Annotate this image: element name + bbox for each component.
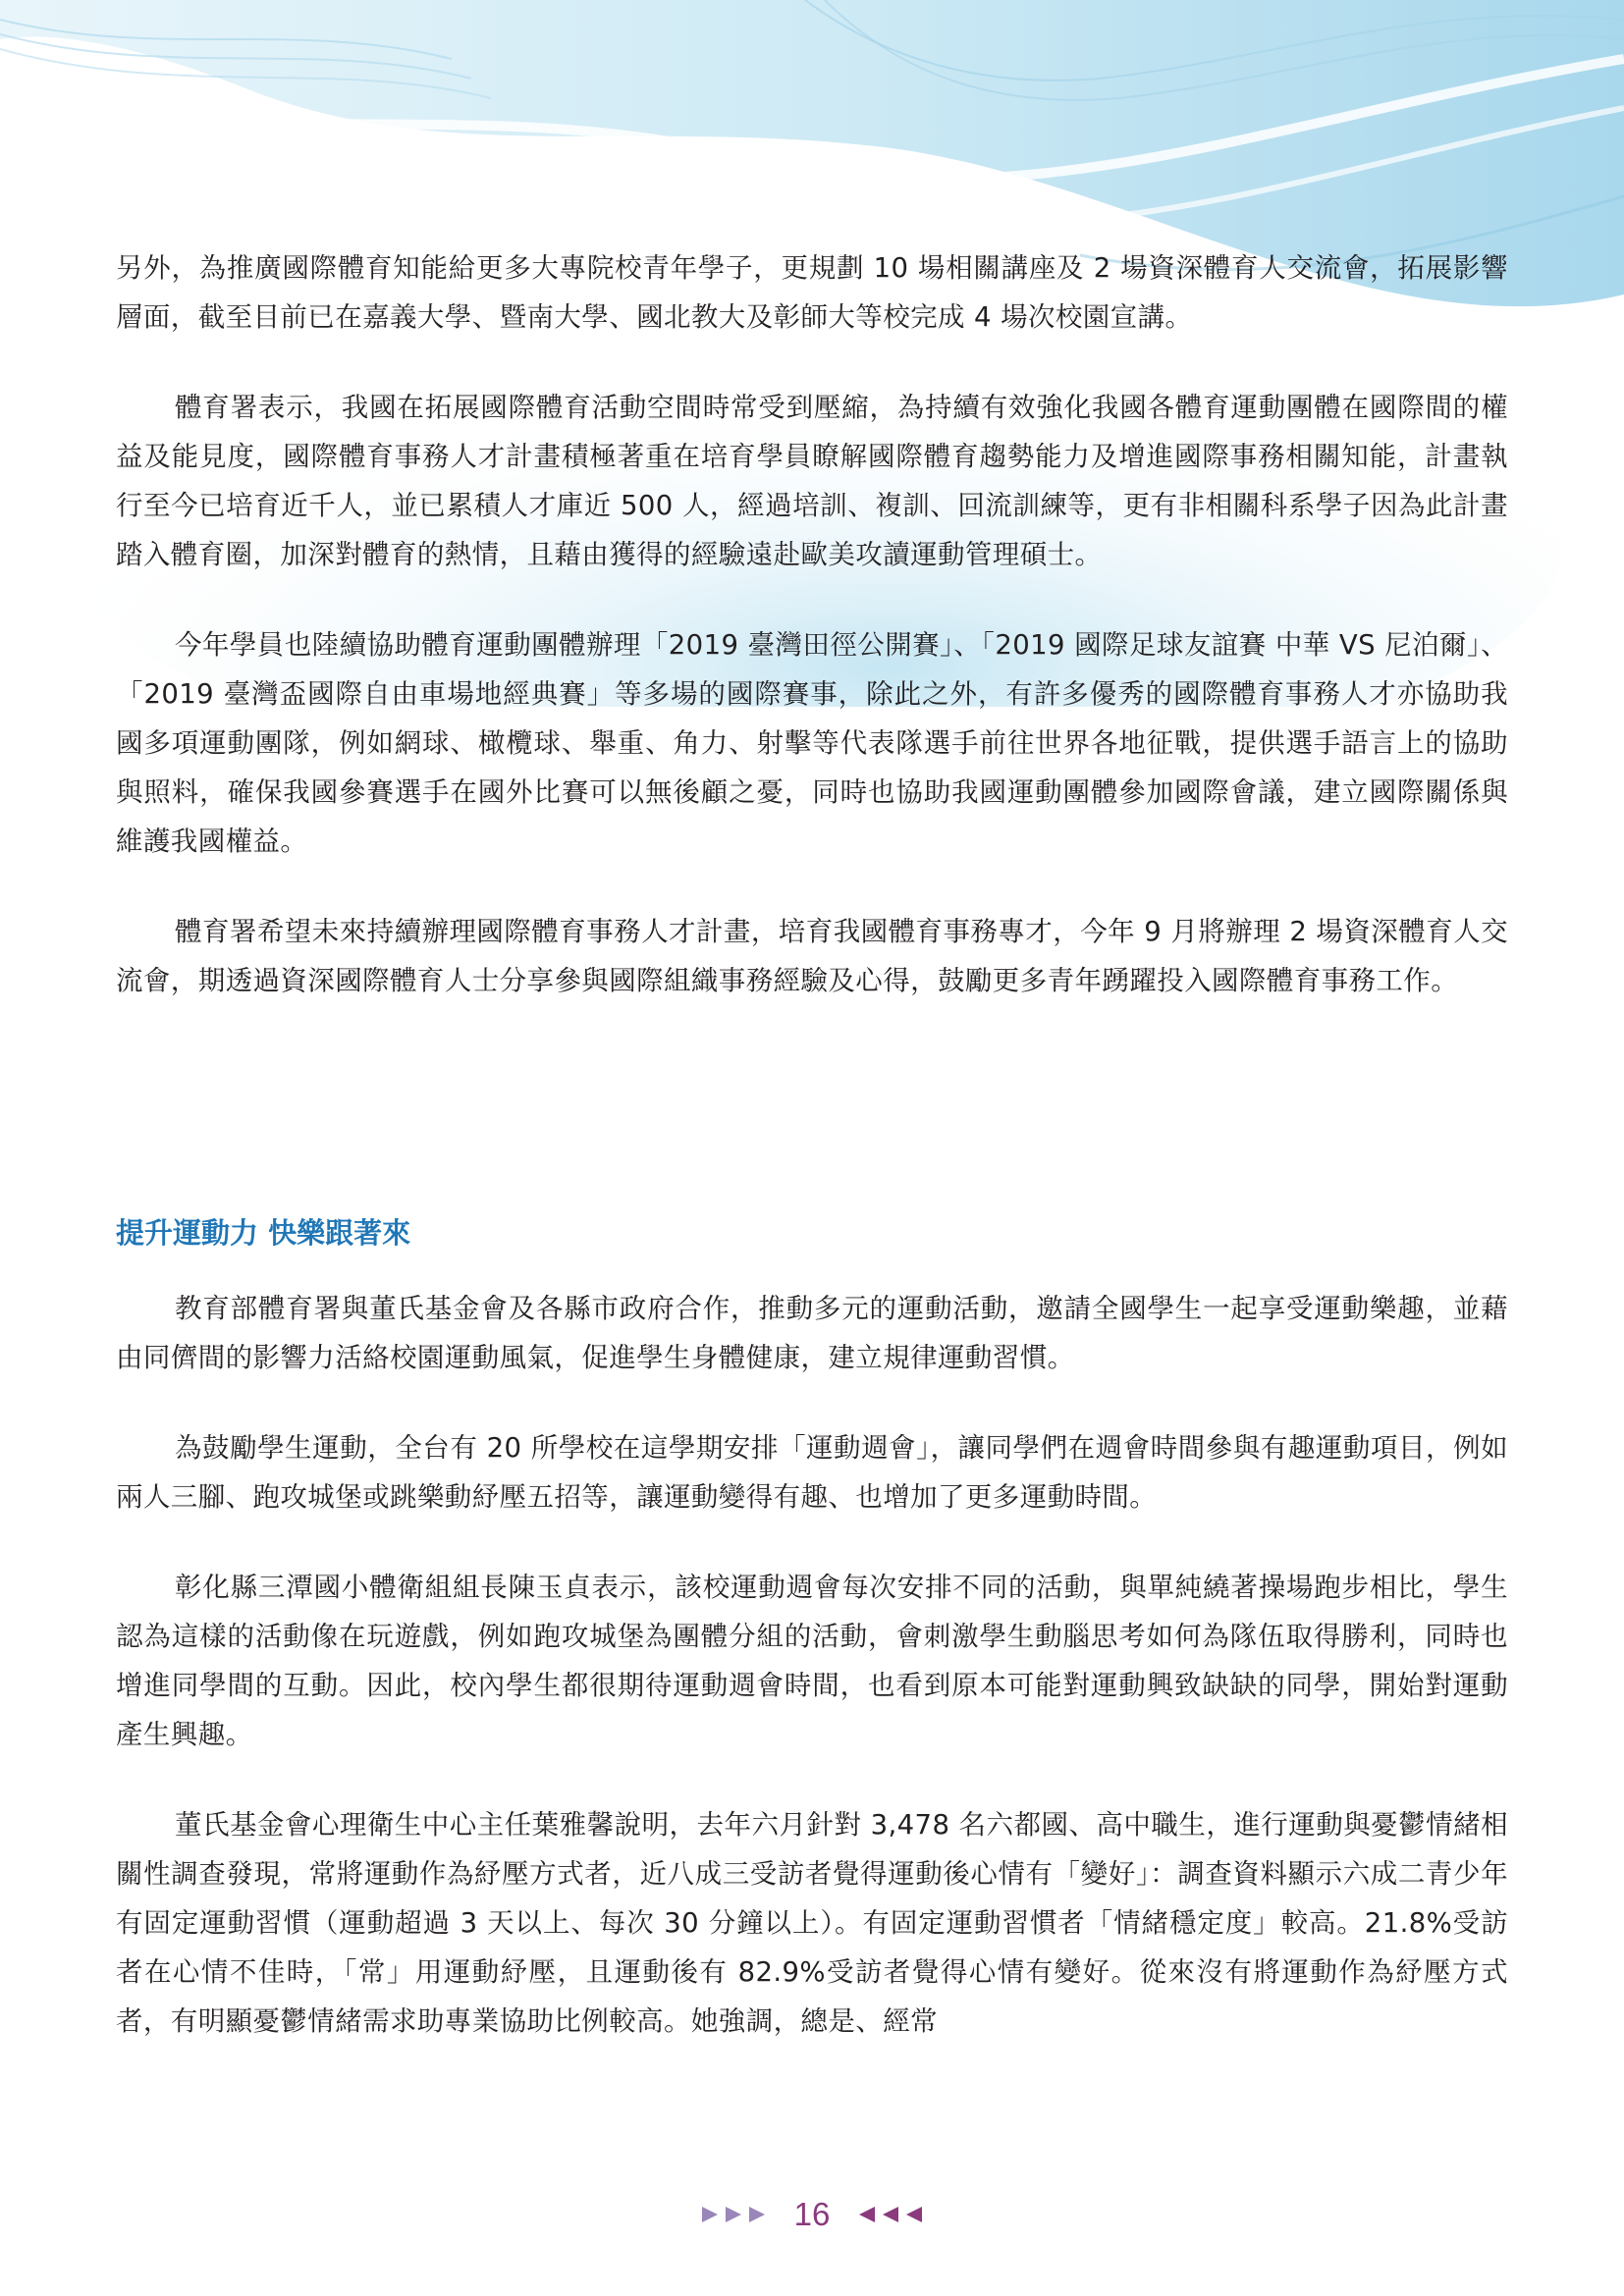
paragraph: 彰化縣三潭國小體衛組組長陳玉貞表示，該校運動週會每次安排不同的活動，與單純繞著操場跑步相比，學生認為這樣的活動像在玩遊戲，例如跑攻城堡為團體分組的活動，會刺激學生動腦思考如何為隊伍取得勝利，同時也增進同學間的互動。因此，校內學生都很期待運動週會時間，也看到原本可能對運動興致缺缺的同學，開始對運動產生興趣。 — [116, 1572, 1508, 1750]
triple-left-arrow-icon — [857, 2205, 922, 2224]
triple-right-arrow-icon — [702, 2205, 767, 2224]
page-number: 16 — [793, 2196, 831, 2232]
paragraph: 董氏基金會心理衛生中心主任葉雅馨說明，去年六月針對 3,478 名六都國、高中職生，進行運動與憂鬱情緒相關性調查發現，常將運動作為紓壓方式者，近八成三受訪者覺得運動後心情有「變好」：調查資料顯示六成二青少年有固定運動習慣（運動超過 3 天以上、每次 30 分鐘以上）。有固定運動習慣者「情緒穩定度」較高。21.8%受訪者在心情不佳時，「常」用運動紓壓，且運動後有 82.9%受訪者覺得心情有變好。從來沒有將運動作為紓壓方式者，有明顯憂鬱情緒需求助專業協助比例較高。她強調，總是、經常 — [116, 1809, 1508, 2037]
page-content — [116, 243, 1508, 2087]
paragraph: 教育部體育署與董氏基金會及各縣市政府合作，推動多元的運動活動，邀請全國學生一起享受運動樂趣，並藉由同儕間的影響力活絡校園運動風氣，促進學生身體健康，建立規律運動習慣。 — [116, 1293, 1508, 1373]
paragraph: 另外，為推廣國際體育知能給更多大專院校青年學子，更規劃 10 場相關講座及 2 場資深體育人交流會，拓展影響層面，截至目前已在嘉義大學、暨南大學、國北教大及彰師大等校完成 4 場次校園宣講。 — [116, 252, 1508, 333]
section-heading: 提升運動力 快樂跟著來 — [116, 1216, 411, 1250]
paragraph: 體育署希望未來持續辦理國際體育事務人才計畫，培育我國體育事務專才，今年 9 月將辦理 2 場資深體育人交流會，期透過資深國際體育人士分享參與國際組織事務經驗及心得，鼓勵更多青年踴躍投入國際體育事務工作。 — [116, 916, 1508, 996]
page-footer — [0, 2185, 1624, 2244]
section-spacer — [116, 1046, 1508, 1211]
paragraph: 體育署表示，我國在拓展國際體育活動空間時常受到壓縮，為持續有效強化我國各體育運動團體在國際間的權益及能見度，國際體育事務人才計畫積極著重在培育學員瞭解國際體育趨勢能力及增進國際事務相關知能，計畫執行至今已培育近千人，並已累積人才庫近 500 人，經過培訓、複訓、回流訓練等，更有非相關科系學子因為此計畫踏入體育圈，加深對體育的熱情，且藉由獲得的經驗遠赴歐美攻讀運動管理碩士。 — [116, 392, 1508, 570]
paragraph: 今年學員也陸續協助體育運動團體辦理「2019 臺灣田徑公開賽」、「2019 國際足球友誼賽 中華 VS 尼泊爾」、「2019 臺灣盃國際自由車場地經典賽」等多場的國際賽事，除此之外，有許多優秀的國際體育事務人才亦協助我國多項運動團隊，例如網球、橄欖球、舉重、角力、射擊等代表隊選手前往世界各地征戰，提供選手語言上的協助與照料，確保我國參賽選手在國外比賽可以無後顧之憂，同時也協助我國運動團體參加國際會議，建立國際關係與維護我國權益。 — [116, 629, 1508, 857]
paragraph: 為鼓勵學生運動，全台有 20 所學校在這學期安排「運動週會」，讓同學們在週會時間參與有趣運動項目，例如兩人三腳、跑攻城堡或跳樂動紓壓五招等，讓運動變得有趣、也增加了更多運動時間。 — [116, 1432, 1508, 1513]
